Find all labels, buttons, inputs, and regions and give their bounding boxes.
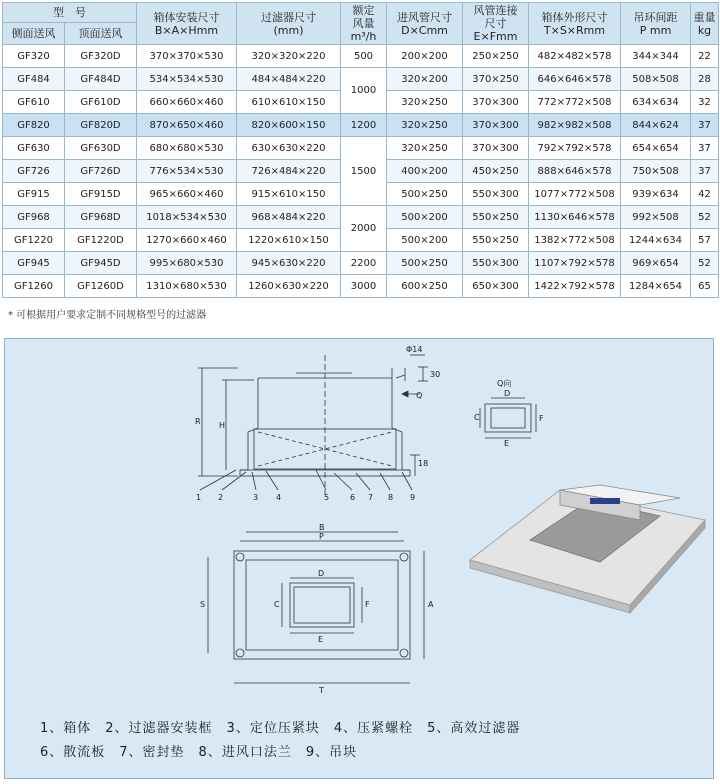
cell-ring: 992×508 bbox=[621, 206, 691, 229]
cell-filter: 1260×630×220 bbox=[237, 275, 341, 298]
cell-outer: 1130×646×578 bbox=[529, 206, 621, 229]
cell-inlet: 320×250 bbox=[387, 114, 463, 137]
cell-filter: 630×630×220 bbox=[237, 137, 341, 160]
header-airflow: 额定 风量 m³/h bbox=[341, 3, 387, 45]
part-number: 3 bbox=[253, 493, 259, 502]
cell-airflow: 500 bbox=[341, 45, 387, 68]
cell-inlet: 320×200 bbox=[387, 68, 463, 91]
cell-ring: 1244×634 bbox=[621, 229, 691, 252]
q-view bbox=[480, 398, 536, 438]
cell-side: GF726 bbox=[3, 160, 65, 183]
cell-weight: 37 bbox=[691, 114, 719, 137]
cell-duct: 450×250 bbox=[463, 160, 529, 183]
cell-filter: 726×484×220 bbox=[237, 160, 341, 183]
cell-weight: 52 bbox=[691, 252, 719, 275]
label-t: T bbox=[319, 686, 324, 695]
cell-filter: 945×630×220 bbox=[237, 252, 341, 275]
cell-weight: 65 bbox=[691, 275, 719, 298]
cell-airflow: 1000 bbox=[341, 68, 387, 114]
cell-filter: 610×610×150 bbox=[237, 91, 341, 114]
cell-airflow: 1500 bbox=[341, 137, 387, 206]
cell-outer: 982×982×508 bbox=[529, 114, 621, 137]
cell-side: GF945 bbox=[3, 252, 65, 275]
label-c-qview: C bbox=[474, 413, 480, 422]
cell-airflow: 3000 bbox=[341, 275, 387, 298]
cell-box: 870×650×460 bbox=[137, 114, 237, 137]
cell-duct: 370×300 bbox=[463, 114, 529, 137]
cell-box: 995×680×530 bbox=[137, 252, 237, 275]
cell-ring: 750×508 bbox=[621, 160, 691, 183]
cell-top: GF484D bbox=[65, 68, 137, 91]
label-q-view: Q向 bbox=[497, 379, 512, 388]
cell-side: GF1220 bbox=[3, 229, 65, 252]
cell-box: 370×370×530 bbox=[137, 45, 237, 68]
cell-duct: 550×250 bbox=[463, 229, 529, 252]
cell-inlet: 600×250 bbox=[387, 275, 463, 298]
cell-ring: 969×654 bbox=[621, 252, 691, 275]
cell-inlet: 500×250 bbox=[387, 183, 463, 206]
cell-side: GF1260 bbox=[3, 275, 65, 298]
cell-inlet: 500×250 bbox=[387, 252, 463, 275]
label-p: P bbox=[319, 532, 324, 541]
header-top-supply: 顶面送风 bbox=[65, 23, 137, 45]
cell-weight: 42 bbox=[691, 183, 719, 206]
cell-top: GF1220D bbox=[65, 229, 137, 252]
cell-duct: 370×250 bbox=[463, 68, 529, 91]
cell-outer: 792×792×578 bbox=[529, 137, 621, 160]
cell-box: 1018×534×530 bbox=[137, 206, 237, 229]
cell-duct: 250×250 bbox=[463, 45, 529, 68]
cell-side: GF968 bbox=[3, 206, 65, 229]
cell-weight: 28 bbox=[691, 68, 719, 91]
cell-outer: 888×646×578 bbox=[529, 160, 621, 183]
cell-top: GF915D bbox=[65, 183, 137, 206]
cell-box: 680×680×530 bbox=[137, 137, 237, 160]
part-number: 4 bbox=[276, 493, 282, 502]
header-side-supply: 侧面送风 bbox=[3, 23, 65, 45]
side-view bbox=[198, 355, 428, 495]
cell-weight: 37 bbox=[691, 137, 719, 160]
cell-airflow: 2000 bbox=[341, 206, 387, 252]
product-photo bbox=[470, 485, 705, 613]
cell-weight: 37 bbox=[691, 160, 719, 183]
cell-weight: 57 bbox=[691, 229, 719, 252]
cell-side: GF630 bbox=[3, 137, 65, 160]
cell-side: GF610 bbox=[3, 91, 65, 114]
header-model: 型 号 bbox=[3, 3, 137, 23]
label-q: Q bbox=[416, 391, 423, 400]
cell-filter: 484×484×220 bbox=[237, 68, 341, 91]
header-duct-size: 风管连接 尺寸 E×Fmm bbox=[463, 3, 529, 45]
cell-duct: 370×300 bbox=[463, 91, 529, 114]
label-f-plan: F bbox=[365, 600, 370, 609]
cell-weight: 52 bbox=[691, 206, 719, 229]
cell-duct: 550×300 bbox=[463, 252, 529, 275]
cell-top: GF630D bbox=[65, 137, 137, 160]
cell-weight: 22 bbox=[691, 45, 719, 68]
cell-duct: 370×300 bbox=[463, 137, 529, 160]
cell-top: GF1260D bbox=[65, 275, 137, 298]
cell-top: GF320D bbox=[65, 45, 137, 68]
label-e-plan: E bbox=[318, 635, 324, 644]
cell-ring: 508×508 bbox=[621, 68, 691, 91]
label-h: H bbox=[219, 421, 226, 430]
cell-airflow: 2200 bbox=[341, 252, 387, 275]
label-r: R bbox=[195, 417, 201, 426]
cell-ring: 344×344 bbox=[621, 45, 691, 68]
cell-ring: 634×634 bbox=[621, 91, 691, 114]
cell-box: 1310×680×530 bbox=[137, 275, 237, 298]
cell-top: GF945D bbox=[65, 252, 137, 275]
parts-legend-line-1: 1、箱体 2、过滤器安装框 3、定位压紧块 4、压紧螺栓 5、高效过滤器 bbox=[40, 721, 521, 736]
cell-airflow: 1200 bbox=[341, 114, 387, 137]
part-number: 7 bbox=[368, 493, 374, 502]
cell-weight: 32 bbox=[691, 91, 719, 114]
cell-box: 534×534×530 bbox=[137, 68, 237, 91]
cell-ring: 844×624 bbox=[621, 114, 691, 137]
cell-inlet: 320×250 bbox=[387, 137, 463, 160]
cell-outer: 1382×772×508 bbox=[529, 229, 621, 252]
custom-order-note: * 可根据用户要求定制不同规格型号的过滤器 bbox=[8, 310, 207, 321]
cell-ring: 654×654 bbox=[621, 137, 691, 160]
label-b: B bbox=[319, 523, 325, 532]
cell-top: GF968D bbox=[65, 206, 137, 229]
cell-filter: 820×600×150 bbox=[237, 114, 341, 137]
cell-box: 965×660×460 bbox=[137, 183, 237, 206]
cell-inlet: 400×200 bbox=[387, 160, 463, 183]
header-ring-spacing: 吊环间距 P mm bbox=[621, 3, 691, 45]
label-d18: 18 bbox=[418, 459, 429, 468]
label-phi14: Φ14 bbox=[406, 345, 423, 354]
cell-inlet: 500×200 bbox=[387, 229, 463, 252]
cell-inlet: 200×200 bbox=[387, 45, 463, 68]
part-number: 9 bbox=[410, 493, 416, 502]
cell-duct: 550×300 bbox=[463, 183, 529, 206]
label-e-qview: E bbox=[504, 439, 510, 448]
header-weight: 重量 kg bbox=[691, 3, 719, 45]
cell-outer: 646×646×578 bbox=[529, 68, 621, 91]
header-inlet-size: 进风管尺寸 D×Cmm bbox=[387, 3, 463, 45]
part-number: 5 bbox=[324, 493, 330, 502]
cell-box: 776×534×530 bbox=[137, 160, 237, 183]
cell-outer: 1422×792×578 bbox=[529, 275, 621, 298]
header-filter-size: 过滤器尺寸 (mm) bbox=[237, 3, 341, 45]
cell-outer: 772×772×508 bbox=[529, 91, 621, 114]
label-f-qview: F bbox=[539, 414, 544, 423]
label-d30: 30 bbox=[430, 370, 441, 379]
label-c-plan: C bbox=[274, 600, 280, 609]
cell-top: GF610D bbox=[65, 91, 137, 114]
cell-filter: 320×320×220 bbox=[237, 45, 341, 68]
cell-top: GF820D bbox=[65, 114, 137, 137]
label-d-plan: D bbox=[318, 569, 325, 578]
cell-box: 1270×660×460 bbox=[137, 229, 237, 252]
part-number: 2 bbox=[218, 493, 224, 502]
cell-inlet: 500×200 bbox=[387, 206, 463, 229]
part-number: 6 bbox=[350, 493, 356, 502]
cell-filter: 1220×610×150 bbox=[237, 229, 341, 252]
header-outer-size: 箱体外形尺寸 T×S×Rmm bbox=[529, 3, 621, 45]
label-s: S bbox=[200, 600, 206, 609]
label-a: A bbox=[428, 600, 434, 609]
cell-side: GF820 bbox=[3, 114, 65, 137]
cell-outer: 1107×792×578 bbox=[529, 252, 621, 275]
cell-box: 660×660×460 bbox=[137, 91, 237, 114]
label-d-qview: D bbox=[504, 389, 511, 398]
cell-filter: 968×484×220 bbox=[237, 206, 341, 229]
cell-outer: 1077×772×508 bbox=[529, 183, 621, 206]
part-number: 1 bbox=[196, 493, 202, 502]
cell-inlet: 320×250 bbox=[387, 91, 463, 114]
cell-side: GF320 bbox=[3, 45, 65, 68]
cell-top: GF726D bbox=[65, 160, 137, 183]
cell-ring: 1284×654 bbox=[621, 275, 691, 298]
cell-filter: 915×610×150 bbox=[237, 183, 341, 206]
part-number: 8 bbox=[388, 493, 394, 502]
cell-side: GF484 bbox=[3, 68, 65, 91]
cell-side: GF915 bbox=[3, 183, 65, 206]
plan-view bbox=[208, 532, 424, 683]
cell-duct: 550×250 bbox=[463, 206, 529, 229]
cell-ring: 939×634 bbox=[621, 183, 691, 206]
header-box-install: 箱体安装尺寸 B×A×Hmm bbox=[137, 3, 237, 45]
cell-outer: 482×482×578 bbox=[529, 45, 621, 68]
cell-duct: 650×300 bbox=[463, 275, 529, 298]
parts-legend-line-2: 6、散流板 7、密封垫 8、进风口法兰 9、吊块 bbox=[40, 745, 358, 760]
